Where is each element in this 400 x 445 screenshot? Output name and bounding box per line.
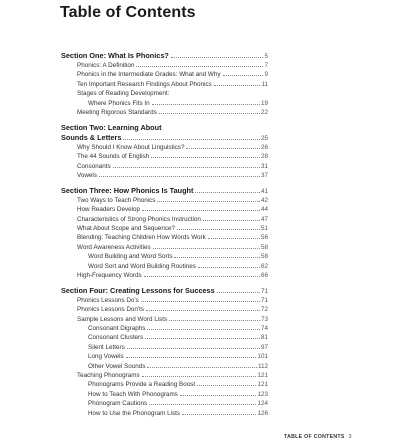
entry-page-number: 71	[260, 296, 268, 304]
table-of-contents	[61, 51, 268, 418]
entry-page-number: 7	[264, 62, 268, 69]
entry-page-number: 19	[260, 99, 268, 107]
toc-entry	[61, 89, 268, 98]
entry-page-number: 42	[260, 196, 268, 204]
entry-page-number: 22	[260, 108, 268, 116]
entry-page-number: 112	[257, 362, 268, 370]
toc-entry	[61, 409, 268, 418]
dot-leader	[169, 320, 260, 321]
entry-title: Phonograms Provide a Reading Boost	[88, 381, 196, 389]
dot-leader	[186, 148, 260, 149]
toc-entry	[61, 80, 268, 89]
entry-page-number: 9	[264, 71, 268, 79]
dot-leader	[151, 157, 260, 158]
entry-title: How to Use the Phonogram Lists	[88, 409, 181, 417]
page-title: Table of Contents	[60, 4, 196, 21]
dot-leader	[159, 113, 260, 114]
section-heading-line: Section Two: Learning About	[61, 122, 162, 132]
section-page-number: 41	[260, 187, 268, 195]
entry-title: The 44 Sounds of English	[77, 153, 150, 161]
dot-leader	[180, 395, 257, 396]
entry-title: Characteristics of Strong Phonics Instruction	[77, 215, 201, 223]
entry-title: Silent Letters	[88, 343, 125, 351]
dot-leader	[142, 376, 257, 377]
entry-page-number: 51	[260, 225, 268, 233]
toc-entry	[61, 252, 268, 261]
dot-leader	[123, 139, 260, 140]
entry-page-number: 97	[260, 343, 268, 351]
entry-page-number: 28	[260, 153, 268, 161]
entry-title: Why Should I Know About Linguistics?	[77, 143, 185, 151]
entry-title: Stages of Reading Development:	[77, 90, 170, 98]
toc-entry	[61, 61, 268, 70]
toc-entry	[61, 143, 268, 152]
entry-title: Phonics Lessons Do's	[77, 296, 139, 304]
entry-title: Consonant Clusters	[88, 334, 144, 342]
section-title: Section Four: Creating Lessons for Success	[61, 285, 215, 295]
entry-page-number: 126	[257, 409, 268, 417]
toc-entry	[61, 324, 268, 333]
toc-entry	[61, 196, 268, 205]
dot-leader	[146, 310, 260, 311]
entry-title: How Readers Develop	[77, 206, 140, 214]
dot-leader	[197, 385, 256, 386]
section-page-number: 25	[260, 134, 268, 142]
entry-page-number: 123	[257, 390, 268, 398]
entry-page-number: 58	[260, 243, 268, 251]
entry-title: Phonogram Cautions	[88, 400, 148, 408]
toc-entry	[61, 152, 268, 161]
entry-title: Where Phonics Fits In	[88, 99, 150, 107]
entry-title: Sample Lessons and Word Lists	[77, 315, 168, 323]
entry-title: Consonant Digraphs	[88, 325, 146, 333]
entry-page-number: 26	[260, 143, 268, 151]
dot-leader	[214, 85, 261, 86]
entry-title: Two Ways to Teach Phonics	[77, 196, 156, 204]
dot-leader	[99, 176, 260, 177]
entry-page-number: 124	[257, 400, 268, 408]
section-heading	[61, 51, 268, 61]
dot-leader	[223, 75, 264, 76]
entry-title: What About Scope and Sequence?	[77, 225, 176, 233]
entry-page-number: 121	[257, 372, 268, 380]
toc-entry	[61, 224, 268, 233]
section-heading	[61, 286, 268, 296]
section-page-number: 5	[264, 53, 268, 60]
entry-page-number: 58	[260, 253, 268, 261]
toc-entry	[61, 296, 268, 305]
entry-title: Long Vowels	[88, 353, 124, 361]
dot-leader	[174, 257, 260, 258]
section-heading	[61, 133, 268, 143]
toc-entry	[61, 352, 268, 361]
entry-title: Word Awareness Activities	[77, 243, 151, 251]
entry-title: Blending: Teaching Children How Words Work	[77, 234, 206, 242]
footer-label: TABLE OF CONTENTS	[284, 434, 345, 440]
entry-page-number: 44	[260, 206, 268, 214]
toc-entry	[61, 390, 268, 399]
dot-leader	[147, 367, 257, 368]
toc-entry	[61, 399, 268, 408]
dot-leader	[152, 104, 260, 105]
entry-title: Consonants	[77, 162, 111, 170]
entry-title: Other Vowel Sounds	[88, 362, 146, 370]
dot-leader	[142, 210, 260, 211]
section-title: Section One: What Is Phonics?	[61, 51, 169, 60]
section-page-number: 71	[260, 287, 268, 295]
toc-entry	[61, 171, 268, 180]
toc-entry	[61, 315, 268, 324]
toc-entry	[61, 215, 268, 224]
toc-entry	[61, 243, 268, 252]
dot-leader	[198, 267, 260, 268]
dot-leader	[126, 357, 257, 358]
entry-title: Meeting Rigorous Standards	[77, 108, 157, 116]
dot-leader	[171, 57, 264, 58]
dot-leader	[182, 414, 256, 415]
toc-entry	[61, 305, 268, 314]
entry-title: Phonics Lessons Don'ts	[77, 306, 145, 314]
toc-entry	[61, 233, 268, 242]
section-heading	[61, 186, 268, 196]
dot-leader	[147, 329, 260, 330]
entry-page-number: 101	[257, 353, 268, 361]
toc-entry	[61, 380, 268, 389]
dot-leader	[149, 404, 256, 405]
dot-leader	[157, 201, 260, 202]
entry-page-number: 121	[257, 381, 268, 389]
entry-page-number: 11	[261, 80, 268, 88]
entry-page-number: 72	[260, 306, 268, 314]
dot-leader	[145, 338, 260, 339]
entry-title: Word Building and Word Sorts	[88, 253, 173, 261]
toc-entry	[61, 162, 268, 171]
section-title: Section Three: How Phonics Is Taught	[61, 185, 194, 195]
entry-page-number: 74	[260, 325, 268, 333]
entry-page-number: 81	[260, 334, 268, 342]
entry-title: Vowels	[77, 172, 97, 180]
entry-title: Teaching Phonograms	[77, 372, 140, 380]
entry-page-number: 47	[260, 215, 268, 223]
dot-leader	[144, 276, 260, 277]
dot-leader	[141, 301, 260, 302]
dot-leader	[136, 66, 263, 67]
entry-title: Word Sort and Word Building Routines	[88, 262, 196, 270]
toc-entry	[61, 333, 268, 342]
entry-title: How to Teach With Phonograms	[88, 390, 178, 398]
toc-entry	[61, 70, 268, 79]
entry-title: Ten Important Research Findings About Phonics	[77, 80, 212, 88]
page-footer	[284, 434, 352, 440]
toc-entry	[61, 262, 268, 271]
toc-entry	[61, 205, 268, 214]
entry-page-number: 31	[260, 162, 268, 170]
dot-leader	[208, 238, 260, 239]
entry-title: Phonics in the Intermediate Grades: What and Why	[77, 71, 221, 79]
toc-entry	[61, 271, 268, 280]
toc-entry	[61, 362, 268, 371]
dot-leader	[113, 167, 260, 168]
entry-title: Phonics: A Definition	[77, 62, 135, 69]
toc-entry	[61, 99, 268, 108]
entry-page-number: 66	[260, 272, 268, 280]
toc-entry	[61, 343, 268, 352]
toc-entry	[61, 371, 268, 380]
entry-page-number: 73	[260, 315, 268, 323]
entry-title: High-Frequency Words	[77, 272, 142, 280]
section-title: Sounds & Letters	[61, 132, 122, 142]
toc-entry	[61, 108, 268, 117]
dot-leader	[127, 348, 260, 349]
dot-leader	[195, 192, 260, 193]
dot-leader	[153, 248, 260, 249]
dot-leader	[177, 229, 260, 230]
entry-page-number: 62	[260, 262, 268, 270]
dot-leader	[217, 292, 260, 293]
dot-leader	[203, 220, 260, 221]
entry-page-number: 56	[260, 234, 268, 242]
entry-page-number: 37	[260, 172, 268, 180]
footer-page-number: 3	[348, 434, 352, 440]
